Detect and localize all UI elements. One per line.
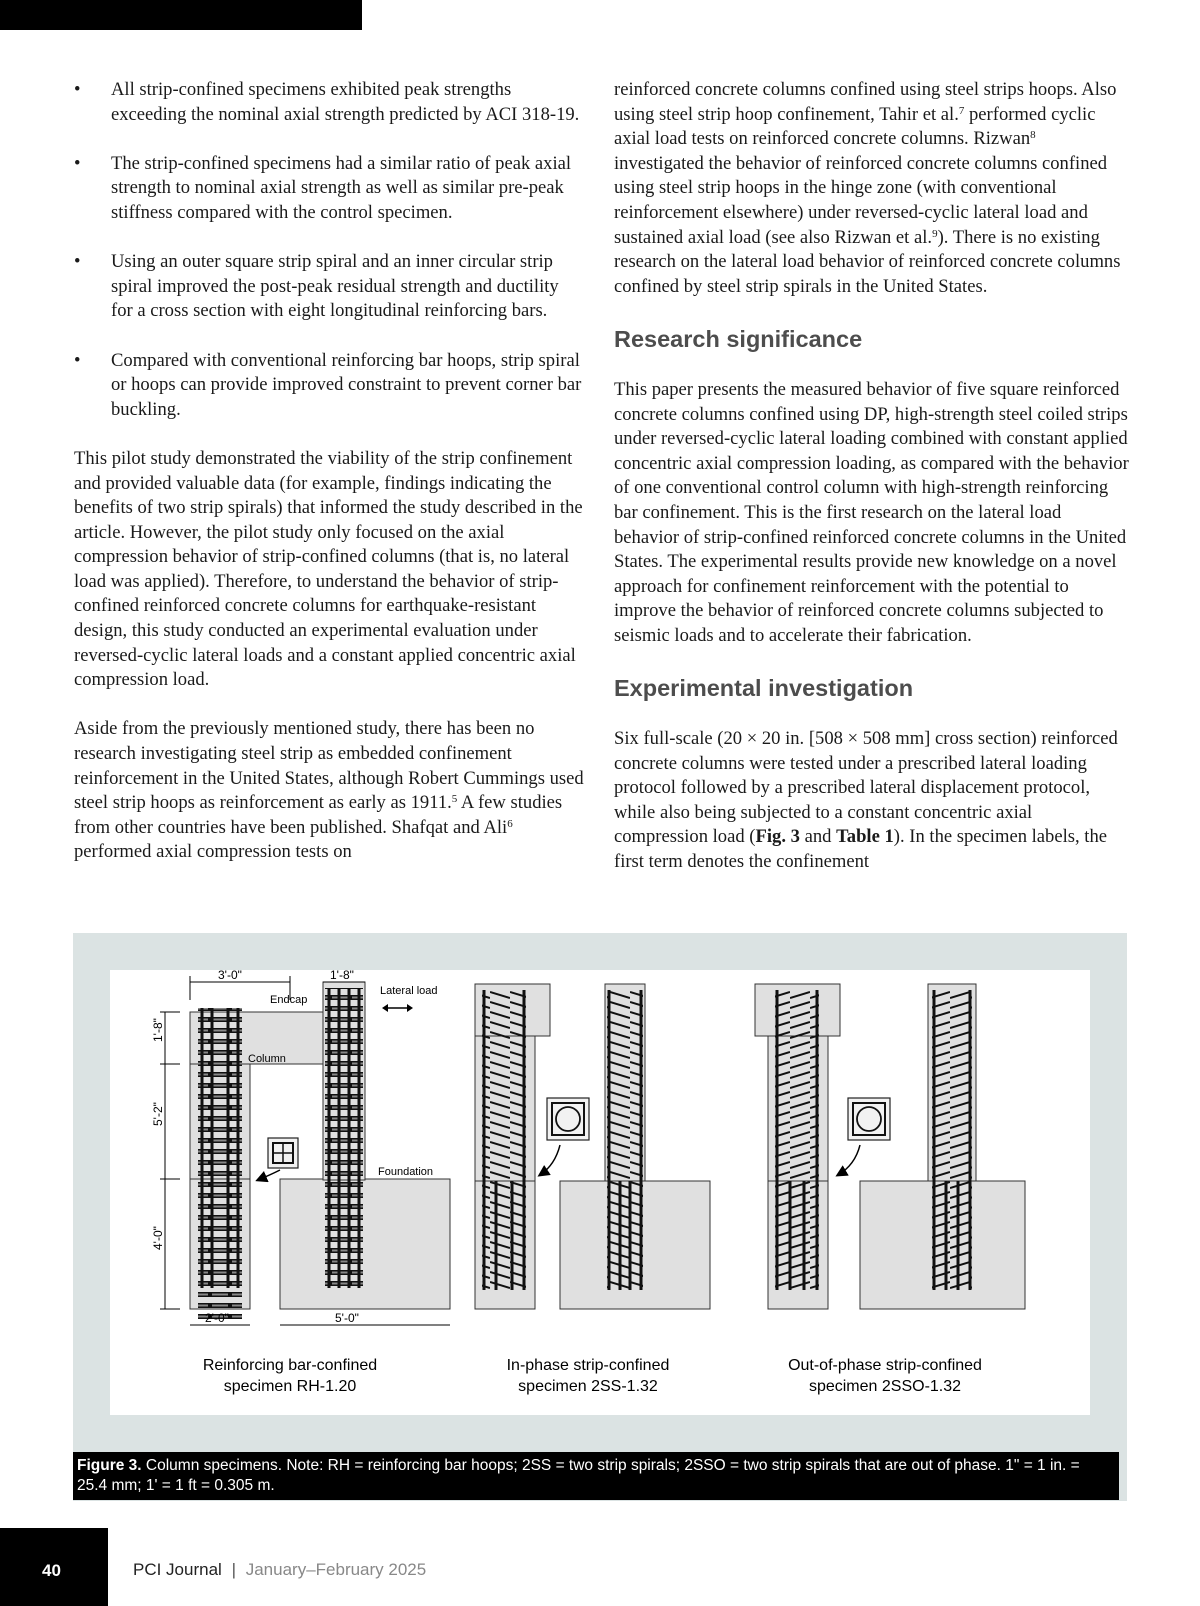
right-column [614, 78, 1130, 899]
list-item: • All strip-confined specimens exhibited peak strengths exceeding the nominal axial strength predicted by ACI 318-19. [74, 78, 584, 127]
dim-endcap-width: 3'-0" [218, 970, 242, 982]
journal-name: PCI Journal [133, 1560, 222, 1579]
specimen-2sso-1.32 [755, 984, 1025, 1309]
figure-3 [110, 970, 1090, 1415]
specimen-2ss-1.32 [475, 984, 710, 1309]
specimen-title: specimen RH-1.20 [223, 1378, 357, 1395]
section-heading: Research significance [614, 325, 863, 352]
body-paragraph: This pilot study demonstrated the viability of the strip confinement and provided valuable data (for example, findings indicating the benefits of two strip spirals) that informed the study described in the article. However, the pilot study only focused on the axial compression behavior of strip-confined columns (that is, no lateral load was applied). Therefore, to understand the behavior of strip-confined reinforced concrete columns for earthquake-resistant design, this study conducted an experimental evaluation under reversed-cyclic lateral loads and a constant applied concentric axial compression load. [74, 447, 583, 691]
label-column: Column [248, 1053, 286, 1065]
specimen-title: specimen 2SS-1.32 [518, 1378, 658, 1395]
reference-marker: 6 [507, 817, 513, 830]
specimen-title: Out-of-phase strip-confined [788, 1357, 982, 1374]
body-paragraph: Six full-scale (20 × 20 in. [508 × 508 mm] cross section) reinforced concrete columns were tested under a prescribed lateral loading protocol followed by a prescribed lateral displacement protocol, while also being subjected to a constant concentric axial compression load (Fig. 3 and Table 1). In the specimen labels, the first term denotes the confinement [614, 728, 1118, 873]
label-foundation: Foundation [378, 1166, 434, 1178]
list-item: • Using an outer square strip spiral and an inner circular strip spiral improved the post-peak residual strength and ductility for a cross section with eight longitudinal reinforcing bars. [74, 250, 584, 324]
label-lateral-load: Lateral load [380, 985, 438, 997]
reference-marker: 9 [932, 227, 938, 240]
list-item: • Compared with conventional reinforcing bar hoops, strip spiral or hoops can provide improved constraint to prevent corner bar buckling. [74, 349, 584, 423]
specimen-title: Reinforcing bar-confined [202, 1357, 378, 1374]
dim-foundation-height: 4'-0" [151, 1226, 165, 1250]
figure-caption: Figure 3. Column specimens. Note: RH = reinforcing bar hoops; 2SS = two strip spirals; 2SSO = two strip spirals that are out of phase. 1" = 1 in. = 25.4 mm; 1' = 1 ft = 0.305 m. [73, 1452, 1119, 1500]
figure-reference: Fig. 3 [755, 826, 800, 848]
section-heading: Experimental investigation [614, 675, 914, 702]
dim-endcap-height: 1'-8" [151, 1018, 165, 1042]
body-paragraph: This paper presents the measured behavior of five square reinforced concrete columns confined using DP, high-strength steel coiled strips under reversed-cyclic lateral loading combined with constant applied concentric axial compression loading, as compared with the behavior of one conventional control column with high-strength reinforcing bar confinement. This is the first research on the lateral load behavior of strip-confined reinforced concrete columns in the United States. The experimental results provide new knowledge on a novel approach for confinement reinforcement with the potential to improve the behavior of reinforced concrete columns subjected to seismic loads and to accelerate their fabrication. [614, 378, 1129, 646]
findings-list [74, 78, 584, 422]
body-paragraph: Aside from the previously mentioned study, there has been no research investigating steel strip as embedded confinement reinforcement in the United States, although Robert Cummings used steel strip hoops as reinforcement as early as 1911.$^5$ A few studies from other countries have been published. Shafqat and Ali$^6$ performed axial compression tests on [74, 718, 584, 863]
reference-marker: 7 [958, 104, 965, 117]
dim-column-width: 1'-8" [330, 970, 354, 982]
footer-separator: | [231, 1560, 236, 1579]
specimen-rh-1.20 [190, 982, 450, 1320]
label-endcap: Endcap [270, 994, 308, 1006]
header-bar [0, 0, 362, 30]
table-reference: Table 1 [836, 826, 894, 848]
page-number: 40 [42, 1561, 61, 1580]
body-paragraph: reinforced concrete columns confined using steel strips hoops. Also using steel strip hoop confinement, Tahir et al.$^7$ performed cyclic axial load tests on reinforced concrete columns. Rizwan$^8$ investigated the behavior of reinforced concrete columns confined using steel strip hoops in the hinge zone (with conventional reinforcement elsewhere) under reversed-cyclic lateral load and sustained axial load (see also Rizwan et al.$^9$). There is no existing research on the lateral load behavior of reinforced concrete columns confined by steel strip spirals in the United States. [614, 79, 1121, 297]
issue-date: January–February 2025 [245, 1560, 427, 1579]
specimen-title: specimen 2SSO-1.32 [808, 1378, 962, 1395]
dim-bottom-left: 2'-0" [205, 1311, 229, 1325]
figure-caption-label: Figure 3. [77, 1457, 142, 1474]
lateral-load-arrow-icon [382, 1004, 413, 1012]
reference-marker: 5 [451, 793, 458, 806]
left-column [74, 78, 584, 890]
page-number-box [0, 1528, 108, 1606]
specimen-title: In-phase strip-confined [506, 1357, 670, 1374]
list-item: • The strip-confined specimens had a similar ratio of peak axial strength to nominal axial strength as well as similar pre-peak stiffness compared with the control specimen. [74, 152, 584, 226]
reference-marker: 8 [1030, 129, 1036, 142]
running-footer [133, 1560, 426, 1580]
dim-foundation-width: 5'-0" [335, 1311, 359, 1325]
dim-column-height: 5'-2" [151, 1102, 165, 1126]
